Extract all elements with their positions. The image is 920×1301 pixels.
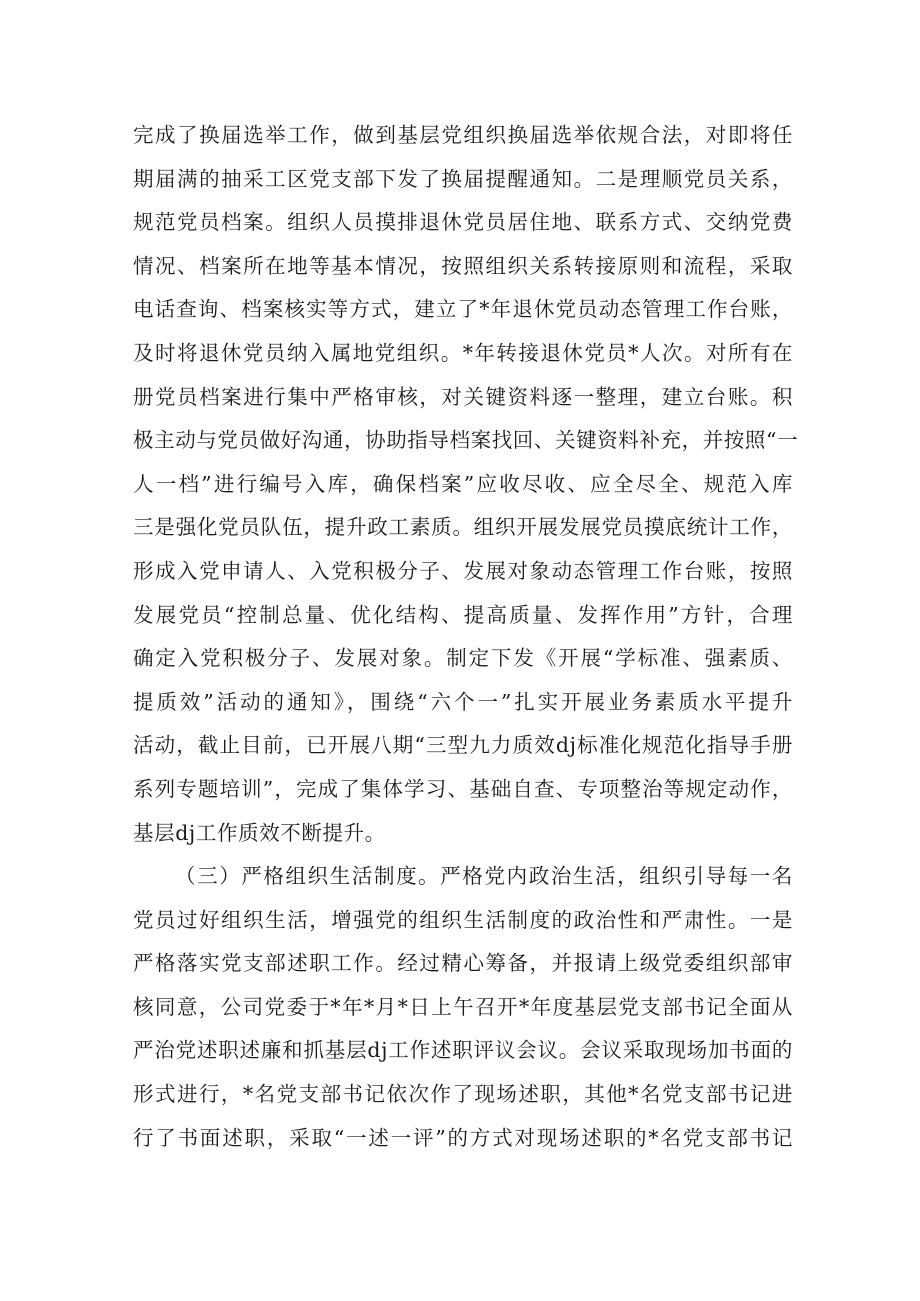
text-line-13: 确定入党积极分子、发展对象。制定下发《开展“学标准、强素质、 [133,646,793,671]
text-line-17: 基层dj工作质效不断提升。 [133,820,386,845]
text-line-12: 发展党员“控制总量、优化结构、提高质量、发挥作用”方针，合理 [133,602,793,627]
text-line-5: 电话查询、档案核实等方式，建立了*年退休党员动态管理工作台账， [133,297,793,322]
text-line-23: 形式进行，*名党支部书记依次作了现场述职，其他*名党支部书记进 [133,1082,793,1107]
text-line-24: 行了书面述职，采取“一述一评”的方式对现场述职的*名党支部书记 [133,1125,793,1150]
text-line-11: 形成入党申请人、入党积极分子、发展对象动态管理工作台账，按照 [133,558,793,583]
text-line-8: 极主动与党员做好沟通，协助指导档案找回、关键资料补充，并按照“一 [133,428,799,453]
text-line-16: 系列专题培训”，完成了集体学习、基础自查、专项整治等规定动作， [133,776,793,801]
text-line-4: 情况、档案所在地等基本情况，按照组织关系转接原则和流程，采取 [133,253,793,278]
text-line-3: 规范党员档案。组织人员摸排退休党员居住地、联系方式、交纳党费 [133,210,793,235]
text-line-9: 人一档”进行编号入库，确保档案”应收尽收、应全尽全、规范入库 [133,471,793,496]
text-line-21: 核同意，公司党委于*年*月*日上午召开*年度基层党支部书记全面从 [133,994,793,1019]
text-line-15: 活动，截止目前，已开展八期“三型九力质效dj标准化规范化指导手册 [133,733,793,758]
text-line-10: 三是强化党员队伍，提升政工素质。组织开展发展党员摸底统计工作， [133,515,793,540]
text-line-1: 完成了换届选举工作，做到基层党组织换届选举依规合法，对即将任 [133,123,793,147]
section-heading-line: （三）严格组织生活制度。严格党内政治生活，组织引导每一名 [175,864,793,889]
text-line-19: 党员过好组织生活，增强党的组织生活制度的政治性和严肃性。一是 [133,907,793,932]
text-line-20: 严格落实党支部述职工作。经过精心筹备，并报请上级党委组织部审 [133,951,793,976]
document-body [133,114,799,1160]
text-line-14: 提质效”活动的通知》，围绕“六个一”扎实开展业务素质水平提升 [133,689,793,714]
text-line-2: 期届满的抽采工区党支部下发了换届提醒通知。二是理顺党员关系， [133,166,793,191]
text-line-22: 严治党述职述廉和抓基层dj工作述职评议会议。会议采取现场加书面的 [133,1038,793,1063]
text-line-6: 及时将退休党员纳入属地党组织。*年转接退休党员*人次。对所有在 [133,340,793,365]
text-line-7: 册党员档案进行集中严格审核，对关键资料逐一整理，建立台账。积 [133,384,793,409]
